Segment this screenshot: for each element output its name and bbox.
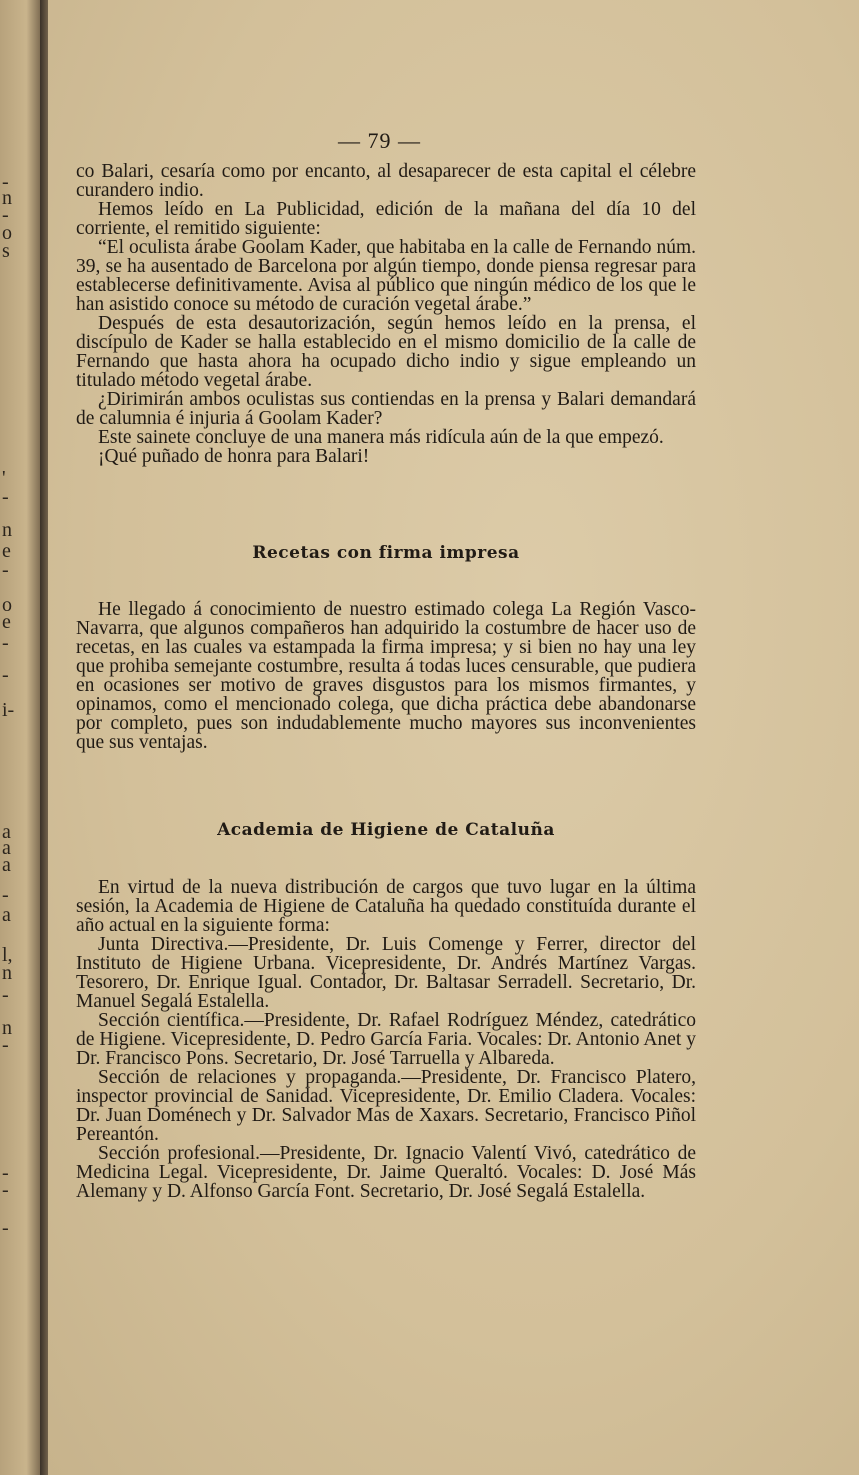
adjacent-page-fragment: -: [2, 664, 9, 686]
paragraph: Junta Directiva.—Presidente, Dr. Luis Comenge y Ferrer, director del Instituto de Higiene Urbana. Vicepresidente, Dr. Andrés Martínez Vargas. Tesorero, Dr. Enrique Igual. Contador, Dr. Baltasar Serradell. Secretario, Dr. Manuel Segalá Estalella.: [76, 934, 696, 1012]
adjacent-page-fragment: -: [2, 632, 9, 654]
adjacent-page-fragment: l,: [2, 944, 13, 966]
paragraph: En virtud de la nueva distribución de cargos que tuvo lugar en la última sesión, la Academia de Higiene de Cataluña ha quedado constituída durante el año actual en la siguiente forma:: [76, 877, 696, 936]
adjacent-page-fragment: n: [2, 1017, 12, 1039]
adjacent-page-fragment: ': [2, 467, 6, 489]
paragraph: ¡Qué puñado de honra para Balari!: [98, 446, 370, 467]
adjacent-page-fragment: s: [2, 240, 10, 262]
adjacent-page-fragment: -: [2, 1162, 9, 1184]
adjacent-page-fragment: a: [2, 854, 11, 876]
page-number: — 79 —: [338, 128, 421, 153]
section-heading-recetas: Recetas con firma impresa: [252, 543, 520, 563]
paragraph: “El oculista árabe Goolam Kader, que habitaba en la calle de Fernando núm. 39, se ha ausentado de Barcelona por algún tiempo, donde piensa regresar para establecerse definitivamente. Avisa al público que ningún médico de los que le han asistido conoce su método de curación vegetal árabe.”: [76, 237, 696, 315]
paragraph: He llegado á conocimiento de nuestro estimado colega La Región Vasco-Navarra, que algunos compañeros han adquirido la costumbre de hacer uso de recetas, en las cuales va estampada la firma impresa; y si bien no hay una ley que prohiba semejante costumbre, resulta á todas luces censurable, que pudiera en ocasiones ser motivo de graves disgustos para los mismos firmantes, y opinamos, como el mencionado colega, que dicha práctica debe abandonarse por completo, pues son indudablemente mucho mayores sus inconvenientes que sus ventajas.: [76, 599, 696, 753]
adjacent-page-fragment: -: [2, 884, 9, 906]
paragraph: Sección de relaciones y propaganda.—Presidente, Dr. Francisco Platero, inspector provincial de Sanidad. Vicepresidente, Dr. Emilio Cladera. Vocales: Dr. Juan Doménech y Dr. Salvador Mas de Xaxars. Secretario, Francisco Piñol Pereantón.: [76, 1067, 696, 1145]
section-heading-academia: Academia de Higiene de Cataluña: [217, 820, 555, 840]
adjacent-page-fragment: a: [2, 837, 11, 859]
article-academia: [76, 878, 696, 1201]
article-recetas: [76, 600, 696, 752]
article-continuation: [76, 162, 696, 466]
adjacent-page-fragment: -: [2, 486, 9, 508]
adjacent-page-fragment: a: [2, 821, 11, 843]
paragraph: Hemos leído en La Publicidad, edición de la mañana del día 10 del corriente, el remitido siguiente:: [76, 199, 696, 239]
adjacent-page-fragment: a: [2, 904, 11, 926]
paragraph: co Balari, cesaría como por encanto, al desaparecer de esta capital el célebre curandero indio.: [76, 161, 696, 201]
adjacent-page-fragment: e: [2, 611, 11, 633]
adjacent-page-fragment: n: [2, 962, 12, 984]
adjacent-page-fragment: o: [2, 594, 12, 616]
adjacent-page-fragment: n: [2, 187, 12, 209]
adjacent-page-fragment: -: [2, 171, 9, 193]
document-page: [48, 0, 859, 1475]
paragraph: ¿Dirimirán ambos oculistas sus contiendas en la prensa y Balari demandará de calumnia é injuria á Goolam Kader?: [76, 389, 696, 429]
adjacent-page-fragment: -: [2, 204, 9, 226]
adjacent-page-fragment: n: [2, 519, 12, 541]
adjacent-page-fragment: i-: [2, 699, 15, 721]
paragraph: Sección profesional.—Presidente, Dr. Ignacio Valentí Vivó, catedrático de Medicina Legal. Vicepresidente, Dr. Jaime Queraltó. Vocales: D. José Más Alemany y D. Alfonso García Font. Secretario, Dr. José Segalá Estalella.: [76, 1143, 696, 1202]
adjacent-page-fragment: -: [2, 1034, 9, 1056]
adjacent-page-fragment: o: [2, 222, 12, 244]
adjacent-page-fragment: -: [2, 559, 9, 581]
paragraph: Después de esta desautorización, según hemos leído en la prensa, el discípulo de Kader se halla establecido en el mismo domicilio de la calle de Fernando que hasta ahora ha ocupado dicho indio y sigue empleando un titulado método vegetal árabe.: [76, 313, 696, 391]
paragraph: Este sainete concluye de una manera más ridícula aún de la que empezó.: [98, 427, 664, 448]
adjacent-page-fragment: -: [2, 1179, 9, 1201]
adjacent-page-fragment: -: [2, 984, 9, 1006]
paragraph: Sección científica.—Presidente, Dr. Rafael Rodríguez Méndez, catedrático de Higiene. Vicepresidente, D. Pedro García Faria. Vocales: Dr. Antonio Anet y Dr. Francisco Pons. Secretario, Dr. José Tarruella y Albareda.: [76, 1010, 696, 1069]
adjacent-page-fragment: -: [2, 1217, 9, 1239]
adjacent-page-fragment: e: [2, 540, 11, 562]
adjacent-page-edge: [0, 0, 44, 1475]
